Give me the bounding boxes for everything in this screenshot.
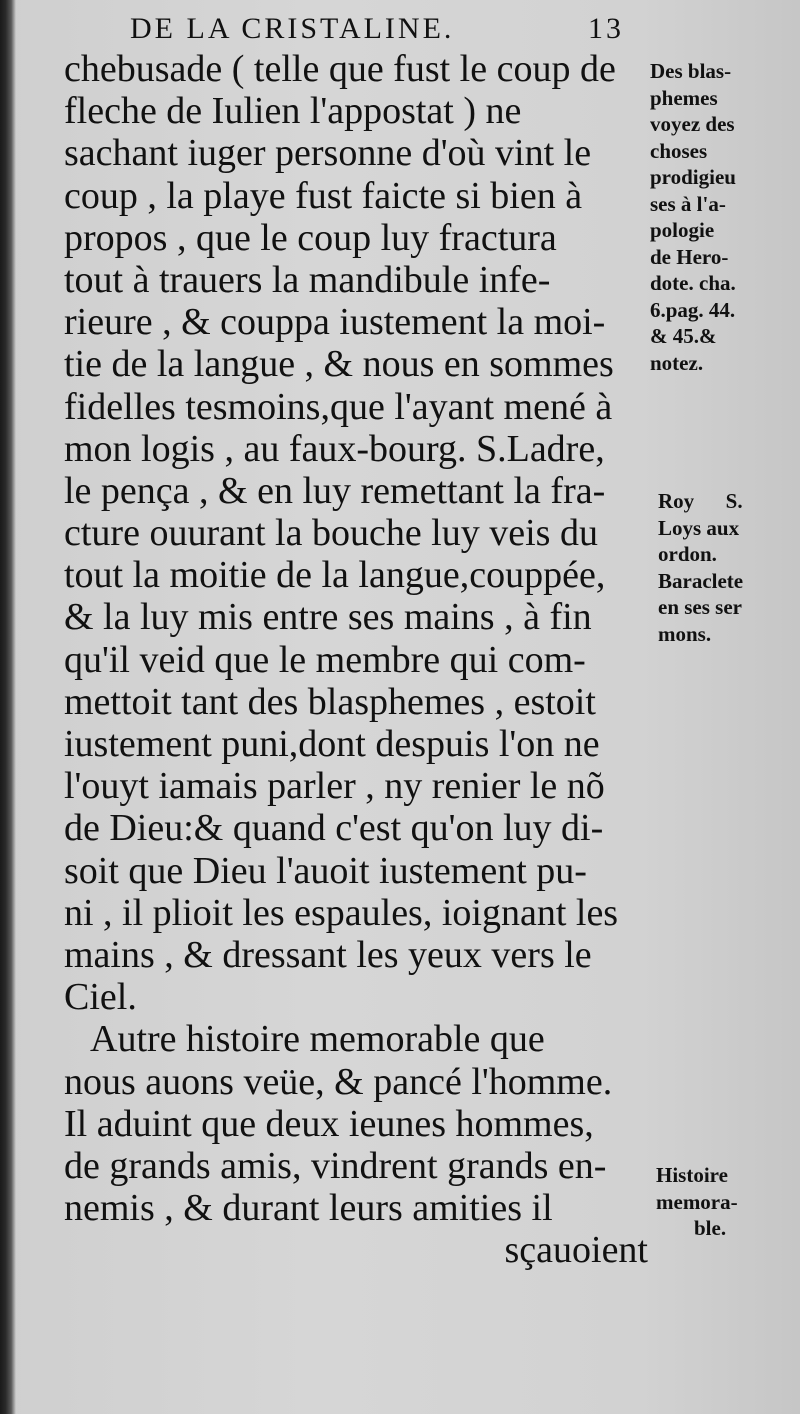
text-line: mon logis , au faux-bourg. S.Ladre, <box>64 427 605 470</box>
text-line: de grands amis, vindrent grands en- <box>64 1144 607 1187</box>
text-line: chebusade ( telle que fust le coup de <box>64 48 616 90</box>
catchword: sçauoient <box>504 1229 648 1272</box>
text-line: tout la moitie de la langue,couppée, <box>64 554 606 597</box>
margin-note-roy-s-loys <box>658 488 800 647</box>
text-line: iustement puni,dont despuis l'on ne <box>64 723 600 765</box>
text-line: & la luy mis entre ses mains , à fin <box>64 596 592 639</box>
margin-note-line: choses <box>650 138 708 163</box>
text-line: sachant iuger personne d'où vint le <box>64 132 592 175</box>
margin-note-line: ses à l'a- <box>650 191 726 216</box>
text-line: tie de la langue , & nous en sommes <box>64 343 614 386</box>
running-header <box>130 8 650 52</box>
margin-note-line: Loys aux <box>658 515 740 540</box>
margin-note-line: mons. <box>658 621 712 646</box>
text-line: mettoit tant des blasphemes , estoit <box>64 680 596 723</box>
margin-note-line: prodigieu <box>650 165 736 189</box>
running-title: DE LA CRISTALINE. <box>130 12 455 45</box>
margin-note-line: voyez des <box>650 112 735 136</box>
main-text-block <box>64 48 648 1271</box>
page-gutter-shadow <box>0 0 16 1414</box>
margin-note-line: en ses ser <box>658 595 742 619</box>
text-line: le pença , & en luy remettant la fra- <box>64 469 606 512</box>
margin-note-line: de Hero- <box>650 244 729 269</box>
margin-note-line: pologie <box>650 218 715 242</box>
text-line: fleche de Iulien l'appostat ) ne <box>64 90 522 133</box>
text-line: mains , & dressant les yeux vers le <box>64 933 592 976</box>
page-number: 13 <box>588 12 624 45</box>
margin-note-line: 6.pag. 44. <box>650 297 736 322</box>
text-line: coup , la playe fust faicte si bien à <box>64 174 583 217</box>
margin-note-line: & 45.& <box>650 324 717 348</box>
text-line: rieure , & couppa iustement la moi- <box>64 301 606 344</box>
text-line: Ciel. <box>64 976 137 1019</box>
text-line: de Dieu:& quand c'est qu'on luy di- <box>64 807 604 850</box>
margin-note-line: ordon. <box>658 542 717 566</box>
text-line: fidelles tesmoins,que l'ayant mené à <box>64 385 613 428</box>
text-line: tout à trauers la mandibule infe- <box>64 258 551 301</box>
text-line: soit que Dieu l'auoit iustement pu- <box>64 849 587 892</box>
margin-note-line: Des blas- <box>650 59 732 83</box>
text-line: propos , que le coup luy fractura <box>64 216 557 259</box>
margin-note-line: dote. cha. <box>650 271 736 295</box>
margin-note-line: Histoire <box>656 1163 728 1187</box>
text-line: cture ouurant la bouche luy veis du <box>64 512 598 555</box>
margin-note-blasphemes <box>650 58 794 376</box>
text-line: l'ouyt iamais parler , ny renier le nõ <box>64 765 605 808</box>
text-line: Il aduint que deux ieunes hommes, <box>64 1102 594 1145</box>
margin-note-line: notez. <box>650 350 704 375</box>
text-line: nemis , & durant leurs amities il <box>64 1187 553 1230</box>
margin-note-line: memora- <box>656 1189 738 1214</box>
paragraph-start-line: Autre histoire memorable que <box>90 1018 545 1061</box>
margin-note-line: Roy S. <box>658 489 743 513</box>
text-line: qu'il veid que le membre qui com- <box>64 638 586 681</box>
show-through-shadow <box>600 1034 790 1124</box>
text-line: ni , il plioit les espaules, ioignant les <box>64 891 619 934</box>
margin-note-histoire <box>656 1162 800 1242</box>
margin-note-line: phemes <box>650 85 718 110</box>
margin-note-line: ble. <box>694 1216 727 1240</box>
margin-note-line: Baraclete <box>658 568 744 593</box>
text-line: nous auons veüe, & pancé l'homme. <box>64 1060 613 1103</box>
